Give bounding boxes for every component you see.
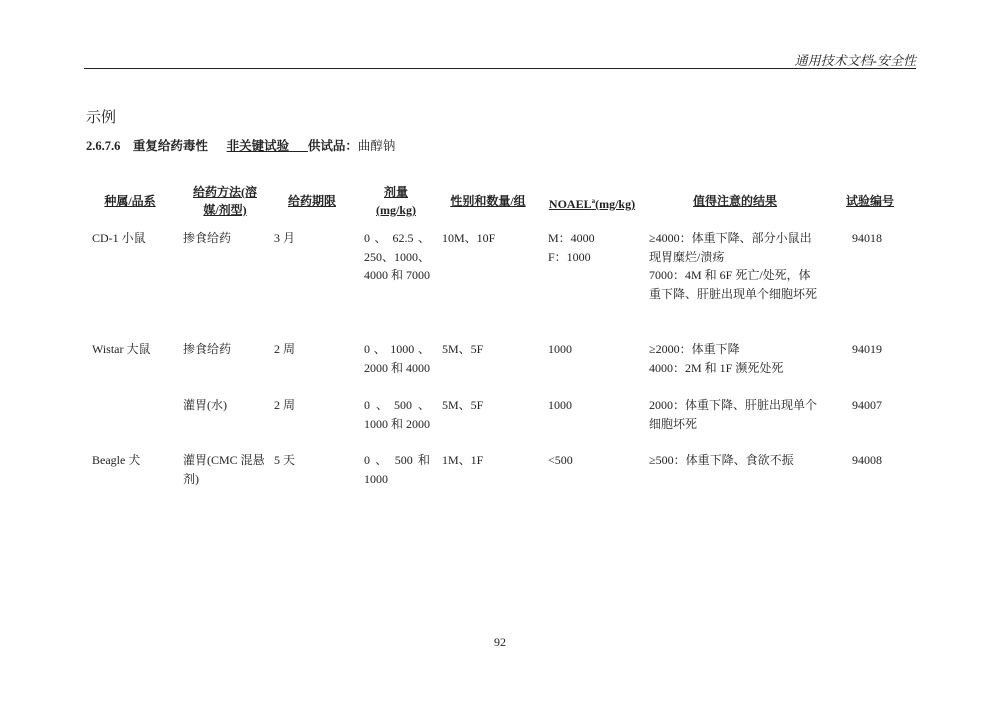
section-number: 2.6.7.6 [86, 139, 121, 153]
cell-method: 掺食给药 [183, 342, 232, 356]
cell-method: 灌胃(水) [183, 398, 227, 412]
cell-dose: 0 、 500 和 1000 [364, 453, 430, 486]
cell-study-id: 94018 [852, 231, 882, 245]
cell-sex-number: 5M、5F [442, 398, 484, 412]
cell-sex-number: 10M、10F [442, 231, 496, 245]
cell-noael: 1000 [548, 398, 572, 412]
cell-method: 灌胃(CMC 混悬剂) [183, 453, 265, 486]
cell-noael: 1000 [548, 342, 572, 356]
col-header-study-id: 试验编号 [845, 194, 894, 208]
table-title [86, 136, 395, 154]
col-header-sex-number: 性别和数量/组 [450, 194, 526, 208]
cell-method: 掺食给药 [183, 231, 232, 245]
test-article-label: 供试品： [307, 139, 358, 153]
cell-results: ≥500：体重下降、食欲不振 [649, 453, 794, 467]
header-divider [84, 68, 916, 69]
cell-noael: <500 [548, 453, 573, 467]
cell-duration: 3 月 [274, 231, 296, 245]
test-article: 曲醇钠 [357, 139, 396, 153]
cell-sex-number: 1M、1F [442, 453, 484, 467]
col-header-species: 种属/品系 [104, 194, 156, 208]
cell-species: Beagle 犬 [92, 453, 141, 467]
col-header-dose: 剂量 (mg/kg) [376, 185, 416, 217]
cell-duration: 5 天 [274, 453, 296, 467]
cell-results: ≥4000：体重下降、部分小鼠出现胃糜烂/溃疡 7000：4M 和 6F 死亡/处死，体重下降、肝脏出现单个细胞坏死 [649, 231, 818, 301]
cell-study-id: 94019 [852, 342, 882, 356]
col-header-results: 值得注意的结果 [692, 194, 777, 208]
col-header-duration: 给药期限 [287, 194, 336, 208]
cell-dose: 0、500、1000 和 2000 [364, 398, 431, 431]
cell-study-id: 94008 [852, 453, 882, 467]
cell-noael: M：4000 F：1000 [548, 231, 595, 264]
topic: 重复给药毒性 [132, 139, 208, 153]
col-header-noael: NOAEL$^a$(mg/kg) [548, 197, 636, 211]
cell-dose: 0 、 1000 、 2000 和 4000 [364, 342, 431, 375]
cell-study-id: 94007 [852, 398, 882, 412]
running-header: 通用技术文档-安全性 [794, 53, 916, 68]
col-header-method: 给药方法(溶 媒/剂型) [193, 185, 257, 217]
section-label: 示例 [86, 108, 117, 126]
page-number: 92 [494, 635, 506, 649]
cell-dose: 0 、 62.5 、 250、1000、 4000 和 7000 [364, 231, 431, 282]
study-type: 非关键试验 [226, 139, 290, 153]
cell-duration: 2 周 [274, 342, 296, 356]
cell-results: ≥2000：体重下降 4000：2M 和 1F 濒死处死 [649, 342, 784, 375]
cell-results: 2000：体重下降、肝脏出现单个细胞坏死 [649, 398, 818, 431]
cell-species: CD-1 小鼠 [92, 231, 146, 245]
cell-duration: 2 周 [274, 398, 296, 412]
cell-species: Wistar 大鼠 [92, 342, 151, 356]
cell-sex-number: 5M、5F [442, 342, 484, 356]
